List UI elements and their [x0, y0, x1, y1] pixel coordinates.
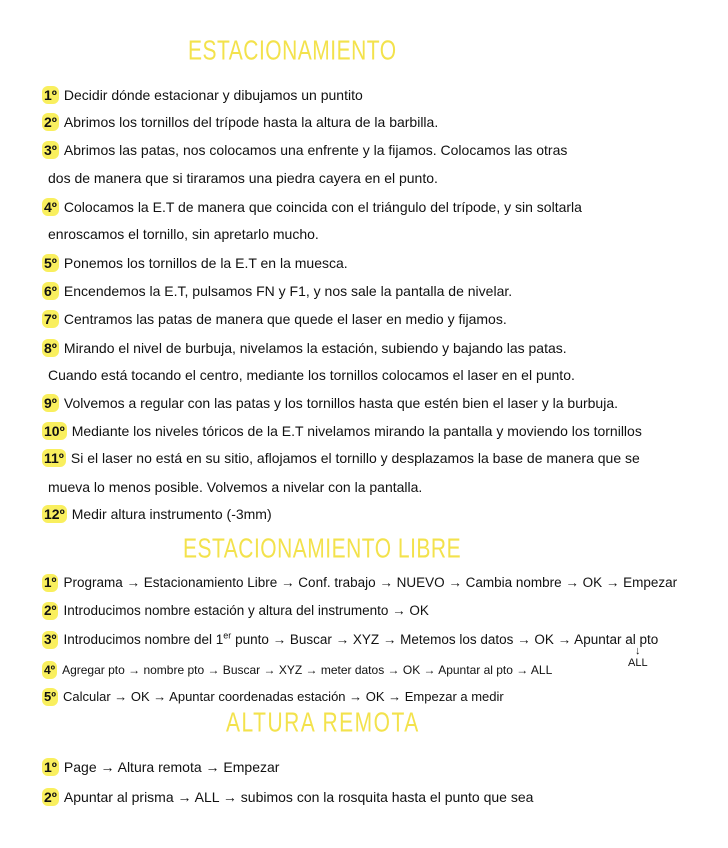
- step-number: 5º: [44, 689, 56, 704]
- step-number: 2º: [44, 789, 57, 805]
- step-5: [42, 254, 348, 272]
- step-12: [42, 505, 272, 523]
- step-number: 3º: [44, 632, 57, 647]
- step-2: [42, 113, 438, 131]
- step-11-continuation: [48, 478, 422, 496]
- step-number: 3º: [44, 142, 57, 158]
- libre-step-4: [42, 661, 552, 679]
- section-title-altura-remota: ALTURA REMOTA: [226, 708, 420, 738]
- step-3: [42, 141, 567, 159]
- step-text: Encendemos la E.T, pulsamos FN y F1, y nos sale la pantalla de nivelar.: [63, 283, 513, 299]
- step-text: Abrimos las patas, nos colocamos una enfrente y la fijamos. Colocamos las otras: [63, 142, 568, 158]
- step-text: Abrimos los tornillos del trípode hasta la altura de la barbilla.: [63, 114, 439, 130]
- step-text: Colocamos la E.T de manera que coincida con el triángulo del trípode, y sin soltarla: [63, 199, 582, 215]
- step-number: 9º: [44, 395, 57, 411]
- step-number: 6º: [44, 283, 57, 299]
- libre-step-1: [42, 574, 677, 592]
- step-text: Si el laser no está en su sitio, aflojamos el tornillo y desplazamos la base de manera que se: [70, 450, 640, 466]
- libre-step-5: [42, 688, 504, 706]
- step-number: 10º: [44, 423, 65, 439]
- step-8-continuation: [48, 366, 575, 384]
- step-number: 1º: [44, 575, 57, 590]
- all-note: [628, 645, 648, 669]
- step-text: enroscamos el tornillo, sin apretarlo mucho.: [48, 226, 319, 242]
- step-8: [42, 339, 567, 357]
- ordinal-superscript: er: [223, 630, 232, 641]
- step-number: 4º: [44, 663, 56, 677]
- step-text: Centramos las patas de manera que quede el laser en medio y fijamos.: [63, 311, 507, 327]
- step-number: 2º: [44, 114, 57, 130]
- step-text: Decidir dónde estacionar y dibujamos un puntito: [63, 87, 363, 103]
- step-4: [42, 198, 582, 216]
- step-4-continuation: [48, 225, 319, 243]
- step-number: 7º: [44, 311, 57, 327]
- step-text: Medir altura instrumento (-3mm): [71, 506, 272, 522]
- step-text-after: punto → Buscar → XYZ → Metemos los datos → OK → Apuntar al pto: [231, 632, 659, 647]
- step-text: Cuando está tocando el centro, mediante los tornillos colocamos el laser en el punto.: [48, 367, 575, 383]
- section-title-estacionamiento: ESTACIONAMIENTO: [188, 36, 397, 66]
- section-title-estacionamiento-libre: ESTACIONAMIENTO LIBRE: [183, 534, 462, 564]
- step-text: Page → Altura remota → Empezar: [63, 759, 280, 775]
- step-text: Introducimos nombre estación y altura del instrumento → OK: [63, 603, 429, 618]
- step-number: 1º: [44, 87, 57, 103]
- step-9: [42, 394, 618, 412]
- step-text: Programa → Estacionamiento Libre → Conf. trabajo → NUEVO → Cambia nombre → OK → Empezar: [63, 575, 678, 590]
- step-1: [42, 86, 363, 104]
- step-10: [42, 422, 642, 440]
- step-text: Calcular → OK → Apuntar coordenadas estación → OK → Empezar a medir: [62, 689, 504, 704]
- step-number: 12º: [44, 506, 65, 522]
- remota-step-2: [42, 788, 533, 806]
- step-7: [42, 310, 507, 328]
- step-11: [42, 449, 640, 467]
- step-text: Introducimos nombre del 1: [63, 632, 224, 647]
- step-text: mueva lo menos posible. Volvemos a nivelar con la pantalla.: [48, 479, 423, 495]
- libre-step-3: [42, 631, 658, 649]
- step-number: 5º: [44, 255, 57, 271]
- down-arrow-icon: [635, 645, 641, 657]
- step-number: 11º: [44, 450, 64, 466]
- step-text: Mediante los niveles tóricos de la E.T nivelamos mirando la pantalla y moviendo los tornillos: [71, 423, 642, 439]
- step-text: Apuntar al prisma → ALL → subimos con la rosquita hasta el punto que sea: [63, 789, 534, 805]
- step-text: Agregar pto → nombre pto → Buscar → XYZ → meter datos → OK → Apuntar al pto → ALL: [62, 663, 553, 677]
- step-text: Volvemos a regular con las patas y los tornillos hasta que estén bien el laser y la burbuja.: [63, 395, 618, 411]
- remota-step-1: [42, 758, 279, 776]
- all-note-label: ALL: [628, 657, 648, 669]
- step-text: Mirando el nivel de burbuja, nivelamos la estación, subiendo y bajando las patas.: [63, 340, 567, 356]
- step-3-continuation: [48, 169, 438, 187]
- step-text: dos de manera que si tiraramos una piedra cayera en el punto.: [48, 170, 438, 186]
- step-6: [42, 282, 512, 300]
- step-number: 8º: [44, 340, 57, 356]
- step-text: Ponemos los tornillos de la E.T en la muesca.: [63, 255, 348, 271]
- libre-step-2: [42, 602, 429, 620]
- step-number: 4º: [44, 199, 57, 215]
- step-number: 1º: [44, 759, 57, 775]
- step-number: 2º: [44, 603, 57, 618]
